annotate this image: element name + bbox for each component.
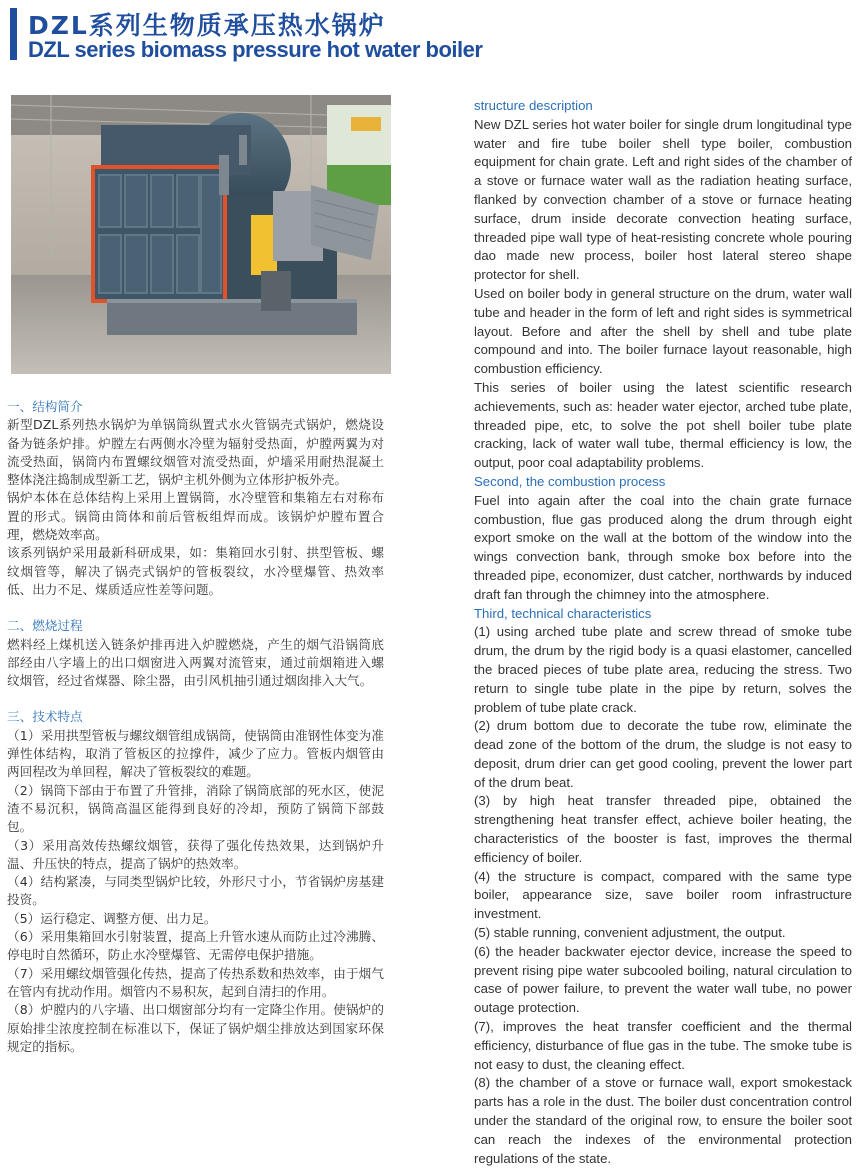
boiler-photo xyxy=(11,95,391,374)
paragraph: 该系列锅炉采用最新科研成果，如：集箱回水引射、拱型管板、螺纹烟管等，解决了锅壳式锅炉的管板裂纹，水冷壁爆管、热效率低、出力不足、煤质适应性差等问题。 xyxy=(7,545,384,597)
feature-item: (1) using arched tube plate and screw thread of smoke tube drum, the drum by the rigid body is a quasi elastomer, cancelled the braced pieces of tube plate area, reducing the stress. Two return to single tube plate in the pipe by return, solves the problem of tube plate crack. xyxy=(474,624,852,715)
feature-item: （3）采用高效传热螺纹烟管，获得了强化传热效果，达到锅炉升温、升压快的特点，提高了锅炉的热效率。 xyxy=(7,837,384,871)
section-title-features-zh: 三、技术特点 xyxy=(7,709,83,725)
page-header xyxy=(10,4,850,64)
section-title-combustion-en: Second, the combustion process xyxy=(474,473,666,489)
feature-item: (4) the structure is compact, compared with the same type boiler, appearance size, save boiler room infrastructure investment. xyxy=(474,868,852,922)
feature-item: (6) the header backwater ejector device, increase the speed to prevent rising pipe water subcooled boiling, natural circulation to case of power failure, to prevent the water wall tube, no power outage protection. xyxy=(474,943,852,1016)
chinese-description xyxy=(7,398,384,1056)
english-description xyxy=(474,97,852,1168)
paragraph: 新型DZL系列热水锅炉为单锅筒纵置式水火管锅壳式锅炉，燃烧设备为链条炉排。炉膛左右两侧水冷壁为辐射受热面，炉膛两翼为对流受热面，锅筒内布置螺纹烟管对流受热面，炉墙采用耐热混凝土整体浇注捣制成型新工艺，锅炉主机外侧为立体形护板外壳。 xyxy=(7,417,384,488)
feature-item: (8) the chamber of a stove or furnace wall, export smokestack parts has a role in the dust. The boiler dust concentration control under the standard of the original row, to ensure the boiler soot can reach the indexes of the environmental protection regulations of the state. xyxy=(474,1075,852,1166)
chain-grate-base xyxy=(107,299,357,335)
section-title-structure-en: structure description xyxy=(474,98,593,113)
feature-item: (7), improves the heat transfer coefficient and the thermal efficiency, disturbance of flue gas in the tube. The smoke tube is not easy to dust, the cleaning effect. xyxy=(474,1019,852,1072)
title-chinese: DZL系列生物质承压热水锅炉 xyxy=(28,11,386,40)
header-accent-bar xyxy=(10,8,17,60)
feature-item: (3) by high heat transfer threaded pipe, obtained the strengthening heat transfer effect, achieve boiler heating, the characteristics of the booster is fast, improves the thermal efficiency of boiler. xyxy=(474,793,852,865)
paragraph: 燃料经上煤机送入链条炉排再进入炉膛燃烧，产生的烟气沿锅筒底部经由八字墙上的出口烟窗进入两翼对流管束，通过前烟箱进入螺纹烟管，经过省煤器、除尘器，由引风机抽引通过烟囱排入大气。 xyxy=(7,636,384,689)
feature-item: (5) stable running, convenient adjustment, the output. xyxy=(474,925,786,941)
title-english: DZL series biomass pressure hot water boiler xyxy=(28,37,483,62)
feature-item: （5）运行稳定、调整方便、出力足。 xyxy=(7,910,217,926)
paragraph: Used on boiler body in general structure on the drum, water wall tube and header in the form of left and right sides is symmetrical layout. Before and after the shell by shell and tube plate compound and into. The boiler furnace layout reasonable, high combustion efficiency. xyxy=(474,285,852,377)
paragraph: Fuel into again after the coal into the chain grate furnace combustion, flue gas produced along the drum through eight export smoke on the wall at the bottom of the window into the wings convection bank, through smoke box before into the threaded pipe, economizer, dust catcher, northwards by induced draft fan through the chimney into the atmosphere. xyxy=(474,492,852,602)
section-title-structure-zh: 一、结构简介 xyxy=(7,399,83,414)
feature-item: （2）锅筒下部由于布置了升管排，消除了锅筒底部的死水区，使泥渣不易沉积，锅筒高温区能得到良好的冷却，预防了锅筒下部鼓包。 xyxy=(7,782,384,835)
feature-item: （6）采用集箱回水引射装置，提高上升管水速从而防止过冷沸腾、停电时自然循环，防止水冷壁爆管、无需停电保护措施。 xyxy=(7,929,384,963)
feature-item: （7）采用螺纹烟管强化传热，提高了传热系数和热效率，由于烟气在管内有扰动作用。烟管内不易积灰，起到自清扫的作用。 xyxy=(7,965,384,999)
paragraph: 锅炉本体在总体结构上采用上置锅筒，水冷壁管和集箱左右对称布置的形式。锅筒由筒体和前后管板组焊而成。该锅炉炉膛布置合理，燃烧效率高。 xyxy=(7,490,384,543)
paragraph: New DZL series hot water boiler for single drum longitudinal type water and fire tube boiler shell type boiler, combustion equipment for chain grate. Left and right sides of the chamber of a stove or furnace water wall as the radiation heating surface, flanked by convection chamber of a stove or furnace heating surface, drum inside decorate convection heating surface, threaded pipe wall type of heat-resisting concrete whole pouring dao made new process, boiler host lateral stereo shape protector for shell. xyxy=(474,116,852,283)
section-title-combustion-zh: 二、燃烧过程 xyxy=(7,618,83,634)
feature-item: (2) drum bottom due to decorate the tube row, eliminate the dead zone of the bottom of the drum, the sludge is not easy to deposit, drum drier can get good cooling, prevent the lower part of the drum beat. xyxy=(474,718,852,790)
paragraph: This series of boiler using the latest scientific research achievements, such as: header water ejector, arched tube plate, threaded pipe, etc, to solve the pot shell boiler tube plate cracking, lack of water wall tube, thermal efficiency is low, the output, poor coal adaptability problems. xyxy=(474,379,852,471)
feature-item: （4）结构紧凑，与同类型锅炉比较，外形尺寸小，节省锅炉房基建投资。 xyxy=(7,874,384,908)
feature-item: （1）采用拱型管板与螺纹烟管组成锅筒，使锅筒由准钢性体变为准弹性体结构，取消了管板区的拉撑件，减少了应力。管板内烟管由两回程改为单回程，解决了管板裂纹的难题。 xyxy=(7,727,384,780)
section-title-features-en: Third, technical characteristics xyxy=(474,605,652,621)
feature-item: （8）炉膛内的八字墙、出口烟窗部分均有一定降尘作用。使锅炉的原始排尘浓度控制在标准以下，保证了锅炉烟尘排放达到国家环保规定的指标。 xyxy=(7,1002,384,1054)
